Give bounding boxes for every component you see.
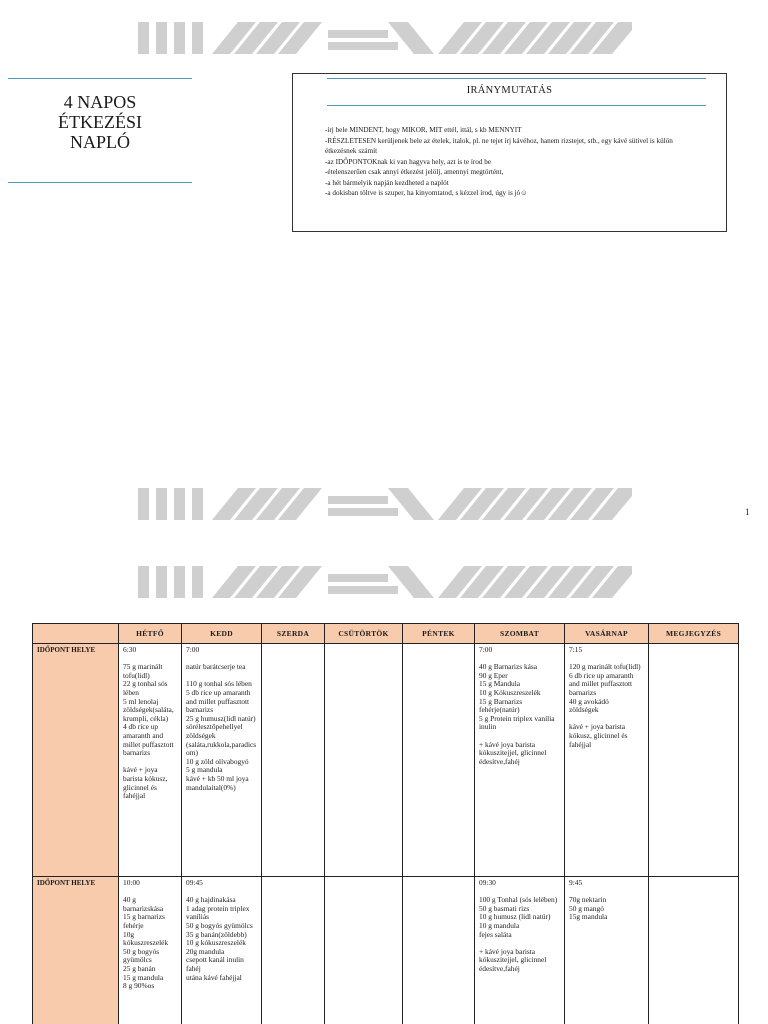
table-header-row: [33, 624, 739, 644]
title-line-1: 4 NAPOS: [63, 92, 137, 112]
title-line-3: NAPLÓ: [69, 132, 130, 152]
stripe-banner-top: [138, 22, 632, 54]
header-saturday: SZOMBAT: [475, 624, 565, 644]
cell-wednesday[interactable]: [262, 877, 325, 1024]
header-corner: [33, 624, 119, 644]
table-row: [33, 644, 739, 877]
page-number: 1: [745, 507, 750, 517]
cell-sunday[interactable]: 9:45 70g nektarin 50 g mangó 15g mandula: [565, 877, 649, 1024]
cell-thursday[interactable]: [325, 877, 403, 1024]
cell-sunday[interactable]: 7:15 120 g marinált tofu(lidl) 6 db rice up amaranth and millet puffasztott barnarizs 40 g avokádó zöldségek kávé + joya barista kókusz, glicinnel és fahéjjal: [565, 644, 649, 877]
guide-item: -a hét bármelyik napján kezdheted a naplót: [325, 178, 449, 187]
header-wednesday: SZERDA: [262, 624, 325, 644]
table-row: [33, 877, 739, 1024]
title-rule-top: [8, 78, 192, 79]
header-thursday: CSÜTÖRTÖK: [325, 624, 403, 644]
cell-tuesday[interactable]: 7:00 natúr barátcserje tea 110 g tonhal sós lében 5 db rice up amaranth and millet puffasztott barnarizs 25 g humusz(lidl natúr) sörélesztőpehellyel zöldségek (saláta,rukkola,paradicsom) 10 g zöld olívabogyó 5 g mandula kávé + kb 50 ml joya mandulaital(0%): [182, 644, 262, 877]
guide-rule-top: [327, 78, 706, 79]
cell-saturday[interactable]: 7:00 40 g Barnarizs kása 90 g Eper 15 g Mandula 10 g Kókuszreszelék 15 g Barnarizs fehérje(natúr) 5 g Protein triplex vanília inulin + kávé joya barista kókuszitejjel, glicinnel édesítve,fahéj: [475, 644, 565, 877]
stripe-banner-middle: [138, 488, 632, 520]
cell-wednesday[interactable]: [262, 644, 325, 877]
cell-tuesday[interactable]: 09:45 40 g hajdinakása 1 adag protein triplex vaníliás 50 g bogyós gyümölcs 35 g banán(zöldebb) 10 g kókuszreszelék 20g mandula csepott kanál inulin fahéj utána kávé fahéjjal: [182, 877, 262, 1024]
title-line-2: ÉTKEZÉSI: [58, 112, 142, 132]
cell-saturday[interactable]: 09:30 100 g Tonhal (sós lelében) 50 g basmati rizs 10 g humusz (lidl natúr) 10 g mandula fejes saláta + kávé joya barista kókuszitejjel, glicinnel édesítve,fahéj: [475, 877, 565, 1024]
guide-item: -a dokisban töltve is szuper, ha kinyomtatod, s kézzel írod, úgy is jó☺: [325, 189, 528, 197]
guide-list: [325, 125, 696, 199]
header-friday: PÉNTEK: [403, 624, 475, 644]
food-diary-table: [32, 623, 739, 1024]
row-label: IDŐPONT HELYE: [33, 644, 119, 877]
cell-thursday[interactable]: [325, 644, 403, 877]
header-monday: HÉTFŐ: [119, 624, 182, 644]
cell-monday[interactable]: 10:00 40 g barnarizskása 15 g barnarizs fehérje 10g kókuszreszelék 50 g bogyós gyümölcs 25 g banán 15 g mandula 8 g 90%os: [119, 877, 182, 1024]
header-notes: MEGJEGYZÉS: [649, 624, 739, 644]
cell-notes[interactable]: [649, 644, 739, 877]
guide-item: -ételenszerűen csak annyi étkezést jelölj, amennyi megtörtént,: [325, 168, 504, 176]
guide-item: -RÉSZLETESEN kerüljenek bele az ételek, italok, pl. ne tejet írj kávéhoz, hanem rizstejet, stb., egy kávé sütivel is külön étkezésnek számít: [325, 136, 673, 155]
guide-item: -írj bele MINDENT, hogy MIKOR, MIT ettél, ittál, s kb MENNYIT: [325, 126, 522, 134]
row-label: IDŐPONT HELYE: [33, 877, 119, 1024]
cell-monday[interactable]: 6:30 75 g marinált tofu(lidl) 22 g tonhal sós lében 5 ml lenolaj zöldségek(saláta, krumpli, cékla) 4 db rice up amaranth and millet puffasztott barnarizs kávé + joya barista kókusz, glicinnel és fahéjjal: [119, 644, 182, 877]
header-sunday: VASÁRNAP: [565, 624, 649, 644]
stripe-banner-lower: [138, 566, 632, 598]
cell-friday[interactable]: [403, 877, 475, 1024]
guide-title: IRÁNYMUTATÁS: [466, 85, 553, 96]
guide-item: -az IDŐPONTOKnak ki van hagyva hely, azt is te írod be: [325, 157, 492, 166]
document-title: [8, 92, 192, 152]
cell-notes[interactable]: [649, 877, 739, 1024]
cell-friday[interactable]: [403, 644, 475, 877]
guidance-box: [292, 73, 727, 232]
guide-rule-bottom: [327, 105, 706, 106]
title-rule-bottom: [8, 182, 192, 183]
header-tuesday: KEDD: [182, 624, 262, 644]
